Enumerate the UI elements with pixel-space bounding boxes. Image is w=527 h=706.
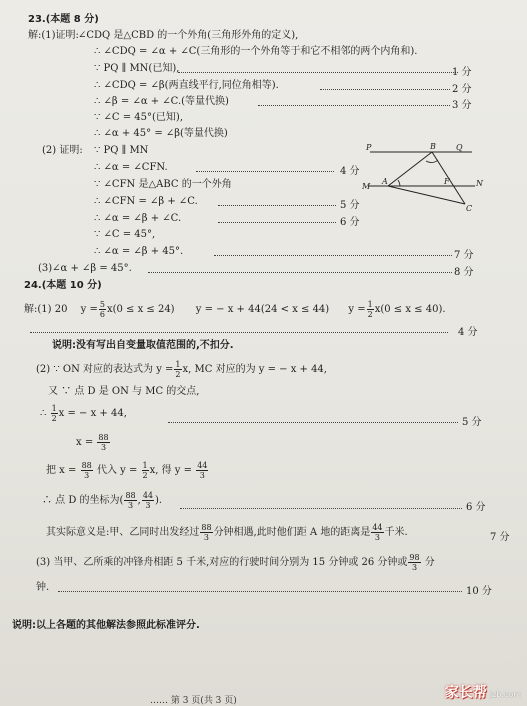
- score-4: 4 分: [340, 166, 360, 177]
- dot-leader: [218, 222, 336, 223]
- label-b: B: [430, 142, 436, 151]
- score-6: 6 分: [340, 217, 360, 228]
- q24-part2-line4: x = $\frac{88}{3}$: [76, 433, 109, 452]
- score-3: 3 分: [452, 100, 472, 111]
- angle-arc: [398, 180, 400, 186]
- q24-part2-line6: ∴ 点 D 的坐标为( $\frac{88}{3}$ , $\frac{44}{3}$ ).: [42, 491, 163, 510]
- q23-part3: (3)∠α + ∠β = 45°.: [38, 263, 132, 274]
- score-7: 7 分: [454, 250, 474, 261]
- segment-ac: [388, 186, 465, 204]
- watermark-logo: [445, 682, 521, 702]
- label-m: M: [362, 182, 371, 191]
- dot-leader: [30, 332, 448, 333]
- q24-part1: [24, 300, 446, 320]
- q23-line7: ∴ ∠α + 45° = ∠β(等量代换): [94, 128, 228, 139]
- q23-line2: ∴ ∠CDQ = ∠α + ∠C(三角形的一个外角等于和它不相邻的两个内角和).: [94, 46, 418, 57]
- logo-url: jzb.com: [489, 690, 521, 699]
- score-q24-5: 5 分: [462, 417, 482, 428]
- q24-part2-line1: (2) ∵ ON 对应的表达式为 y = $\frac{1}{2}$ x, MC 对应的为 y = − x + 44,: [36, 360, 327, 379]
- q23-line12: ∴ ∠α = ∠β + ∠C.: [94, 213, 182, 224]
- dot-leader: [178, 72, 458, 73]
- logo-text: 家长帮: [444, 685, 487, 701]
- page-footer: …… 第 3 页(共 3 页): [150, 696, 237, 706]
- segment-ba: [388, 152, 432, 186]
- fraction: $\frac{44}{3}$: [197, 461, 208, 480]
- fraction: $\frac{98}{3}$: [409, 553, 420, 572]
- q23-part1-label: 解:(1)证明:: [28, 30, 79, 41]
- fraction: $\frac{1}{2}$: [142, 461, 148, 480]
- label-n: N: [476, 179, 483, 188]
- q23-line11: ∴ ∠CFN = ∠β + ∠C.: [94, 196, 198, 207]
- q23-line3: ∵ PQ ∥ MN(已知),: [94, 63, 180, 74]
- score-q24-4: 4 分: [458, 327, 478, 338]
- dot-leader: [148, 272, 452, 273]
- q23-line4: ∴ ∠CDQ = ∠β(两直线平行,同位角相等).: [94, 80, 279, 91]
- score-q24-7: 7 分: [490, 532, 510, 543]
- q23-line13: ∵ ∠C = 45°,: [94, 229, 156, 240]
- score-1: 1 分: [452, 67, 472, 78]
- fraction: $\frac{1}{2}$: [175, 360, 181, 379]
- q24-note: 说明:没有写出自变量取值范围的,不扣分.: [52, 340, 234, 351]
- label-c: C: [466, 204, 473, 212]
- angle-arc: [426, 160, 438, 163]
- score-8: 8 分: [454, 267, 474, 278]
- label-p: P: [366, 143, 372, 152]
- fraction: $\frac{1}{2}$: [51, 404, 57, 423]
- eq3-lhs: y =: [348, 304, 366, 315]
- q24-part3-line1: (3) 当甲、乙所乘的冲锋舟相距 5 千米,对应的行驶时间分别为 15 分钟或 26 分钟或 $\frac{98}{3}$ 分: [36, 553, 435, 572]
- dot-leader: [196, 171, 334, 172]
- eq2: y = − x + 44(24 < x ≤ 44): [195, 304, 330, 315]
- eq3-rhs: x(0 ≤ x ≤ 40).: [374, 304, 446, 315]
- q24-part1-label: 解:(1) 20: [24, 304, 68, 315]
- eq1-rhs: x(0 ≤ x ≤ 24): [106, 304, 175, 315]
- dot-leader: [258, 105, 450, 106]
- geometry-figure: [360, 142, 490, 212]
- fraction: $\frac{1}{2}$: [367, 300, 373, 319]
- q23-line8: ∵ PQ ∥ MN: [94, 145, 149, 156]
- fraction: $\frac{44}{3}$: [142, 491, 154, 510]
- q24-part2-line2: 又 ∵ 点 D 是 ON 与 MC 的交点,: [48, 386, 200, 397]
- q24-heading: 24.(本题 10 分): [24, 280, 102, 291]
- fraction: $\frac{88}{3}$: [201, 523, 212, 542]
- dot-leader: [320, 89, 450, 90]
- dot-leader: [218, 205, 336, 206]
- dot-leader: [214, 255, 452, 256]
- q24-part3-line2: 钟.: [36, 582, 50, 593]
- q23-line1: ∠CDQ 是△CBD 的一个外角(三角形外角的定义),: [78, 30, 299, 41]
- q24-part2-line3: ∴ $\frac{1}{2}$ x = − x + 44,: [40, 404, 127, 423]
- q23-heading: 23.(本题 8 分): [28, 14, 99, 25]
- dot-leader: [180, 508, 462, 509]
- label-a: A: [382, 177, 388, 186]
- label-f: F: [444, 177, 450, 186]
- q23-line10: ∵ ∠CFN 是△ABC 的一个外角: [94, 179, 232, 190]
- fraction: $\frac{88}{3}$: [81, 461, 92, 480]
- q24-part2-line5: 把 x = $\frac{88}{3}$ 代入 y = $\frac{1}{2}$ x, 得 y = $\frac{44}{3}$: [46, 461, 208, 480]
- fraction: $\frac{88}{3}$: [98, 433, 109, 452]
- fraction: $\frac{44}{3}$: [372, 523, 383, 542]
- score-q24-6: 6 分: [466, 502, 486, 513]
- dot-leader: [58, 591, 462, 592]
- fraction: $\frac{5}{6}$: [99, 300, 105, 319]
- q24-part2-line7: 其实际意义是:甲、乙同时出发经过 $\frac{88}{3}$ 分钟相遇,此时他们距 A 地的距离是 $\frac{44}{3}$ 千米.: [46, 523, 408, 542]
- q23-line9: ∴ ∠α = ∠CFN.: [94, 162, 168, 173]
- footer-note: 说明:以上各题的其他解法参照此标准评分.: [12, 620, 200, 631]
- label-q: Q: [456, 143, 463, 152]
- dot-leader: [168, 422, 458, 423]
- score-q24-10: 10 分: [466, 586, 492, 597]
- eq1-lhs: y =: [80, 304, 98, 315]
- fraction: $\frac{88}{3}$: [125, 491, 136, 510]
- q23-line5: ∴ ∠β = ∠α + ∠C.(等量代换): [94, 96, 229, 107]
- q23-line14: ∴ ∠α = ∠β + 45°.: [94, 246, 184, 257]
- q23-line6: ∵ ∠C = 45°(已知),: [94, 112, 184, 123]
- score-5: 5 分: [340, 200, 360, 211]
- q23-part2-label: (2) 证明:: [42, 145, 83, 156]
- score-2: 2 分: [452, 84, 472, 95]
